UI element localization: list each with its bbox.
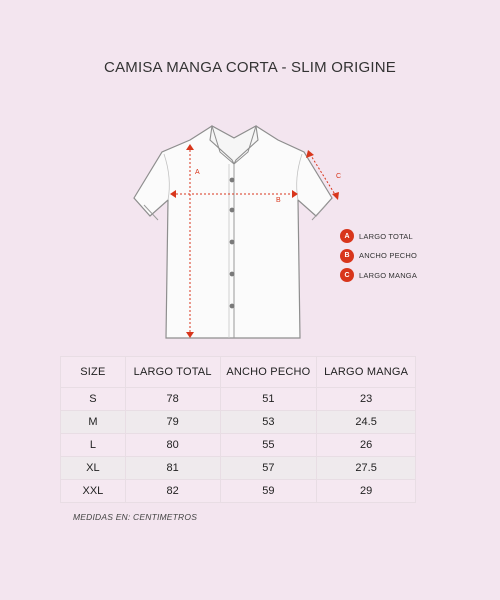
size-table: [60, 356, 416, 503]
cell-ancho-pecho: 51: [220, 388, 317, 411]
legend-label: LARGO MANGA: [359, 270, 418, 280]
cell-largo-manga: 29: [317, 480, 416, 503]
table-row: [61, 411, 416, 434]
cell-size: L: [61, 434, 126, 457]
cell-largo-total: 82: [125, 480, 220, 503]
cell-largo-total: 81: [125, 457, 220, 480]
cell-largo-manga: 24.5: [317, 411, 416, 434]
cell-largo-manga: 23: [317, 388, 416, 411]
legend-label: ANCHO PECHO: [359, 251, 418, 260]
cell-size: S: [61, 388, 126, 411]
shirt-diagram: [120, 118, 350, 350]
cell-largo-total: 78: [125, 388, 220, 411]
cell-largo-manga: 26: [317, 434, 416, 457]
cell-largo-total: 80: [125, 434, 220, 457]
header-ancho-pecho: ANCHO PECHO: [220, 357, 317, 388]
cell-ancho-pecho: 53: [220, 411, 317, 434]
legend-badge-a: A: [340, 229, 354, 243]
legend-label: LARGO TOTAL: [359, 231, 413, 241]
header-largo-total: LARGO TOTAL: [125, 357, 220, 388]
table-row: [61, 457, 416, 480]
legend-item-ancho-pecho: [340, 249, 417, 263]
table-row: [61, 388, 416, 411]
measure-a-label: A: [195, 169, 200, 176]
cell-largo-total: 79: [125, 411, 220, 434]
cell-size: M: [61, 411, 126, 434]
measure-b-label: B: [276, 197, 281, 204]
table-row: [61, 480, 416, 503]
legend-item-largo-total: [340, 229, 417, 243]
units-footnote: MEDIDAS EN: CENTIMETROS: [73, 512, 198, 522]
legend-badge-c: C: [340, 268, 354, 282]
header-size: SIZE: [61, 357, 126, 388]
table-row: [61, 434, 416, 457]
measure-c-label: C: [336, 173, 342, 180]
cell-ancho-pecho: 55: [220, 434, 317, 457]
table-header-row: [61, 357, 416, 388]
cell-size: XXL: [61, 480, 126, 503]
cell-ancho-pecho: 59: [220, 480, 317, 503]
cell-largo-manga: 27.5: [317, 457, 416, 480]
legend-badge-b: B: [340, 249, 354, 263]
legend-item-largo-manga: [340, 268, 417, 282]
page-title: CAMISA MANGA CORTA - SLIM ORIGINE: [104, 59, 396, 76]
measurement-legend: [340, 229, 417, 288]
cell-size: XL: [61, 457, 126, 480]
header-largo-manga: LARGO MANGA: [317, 357, 416, 388]
cell-ancho-pecho: 57: [220, 457, 317, 480]
